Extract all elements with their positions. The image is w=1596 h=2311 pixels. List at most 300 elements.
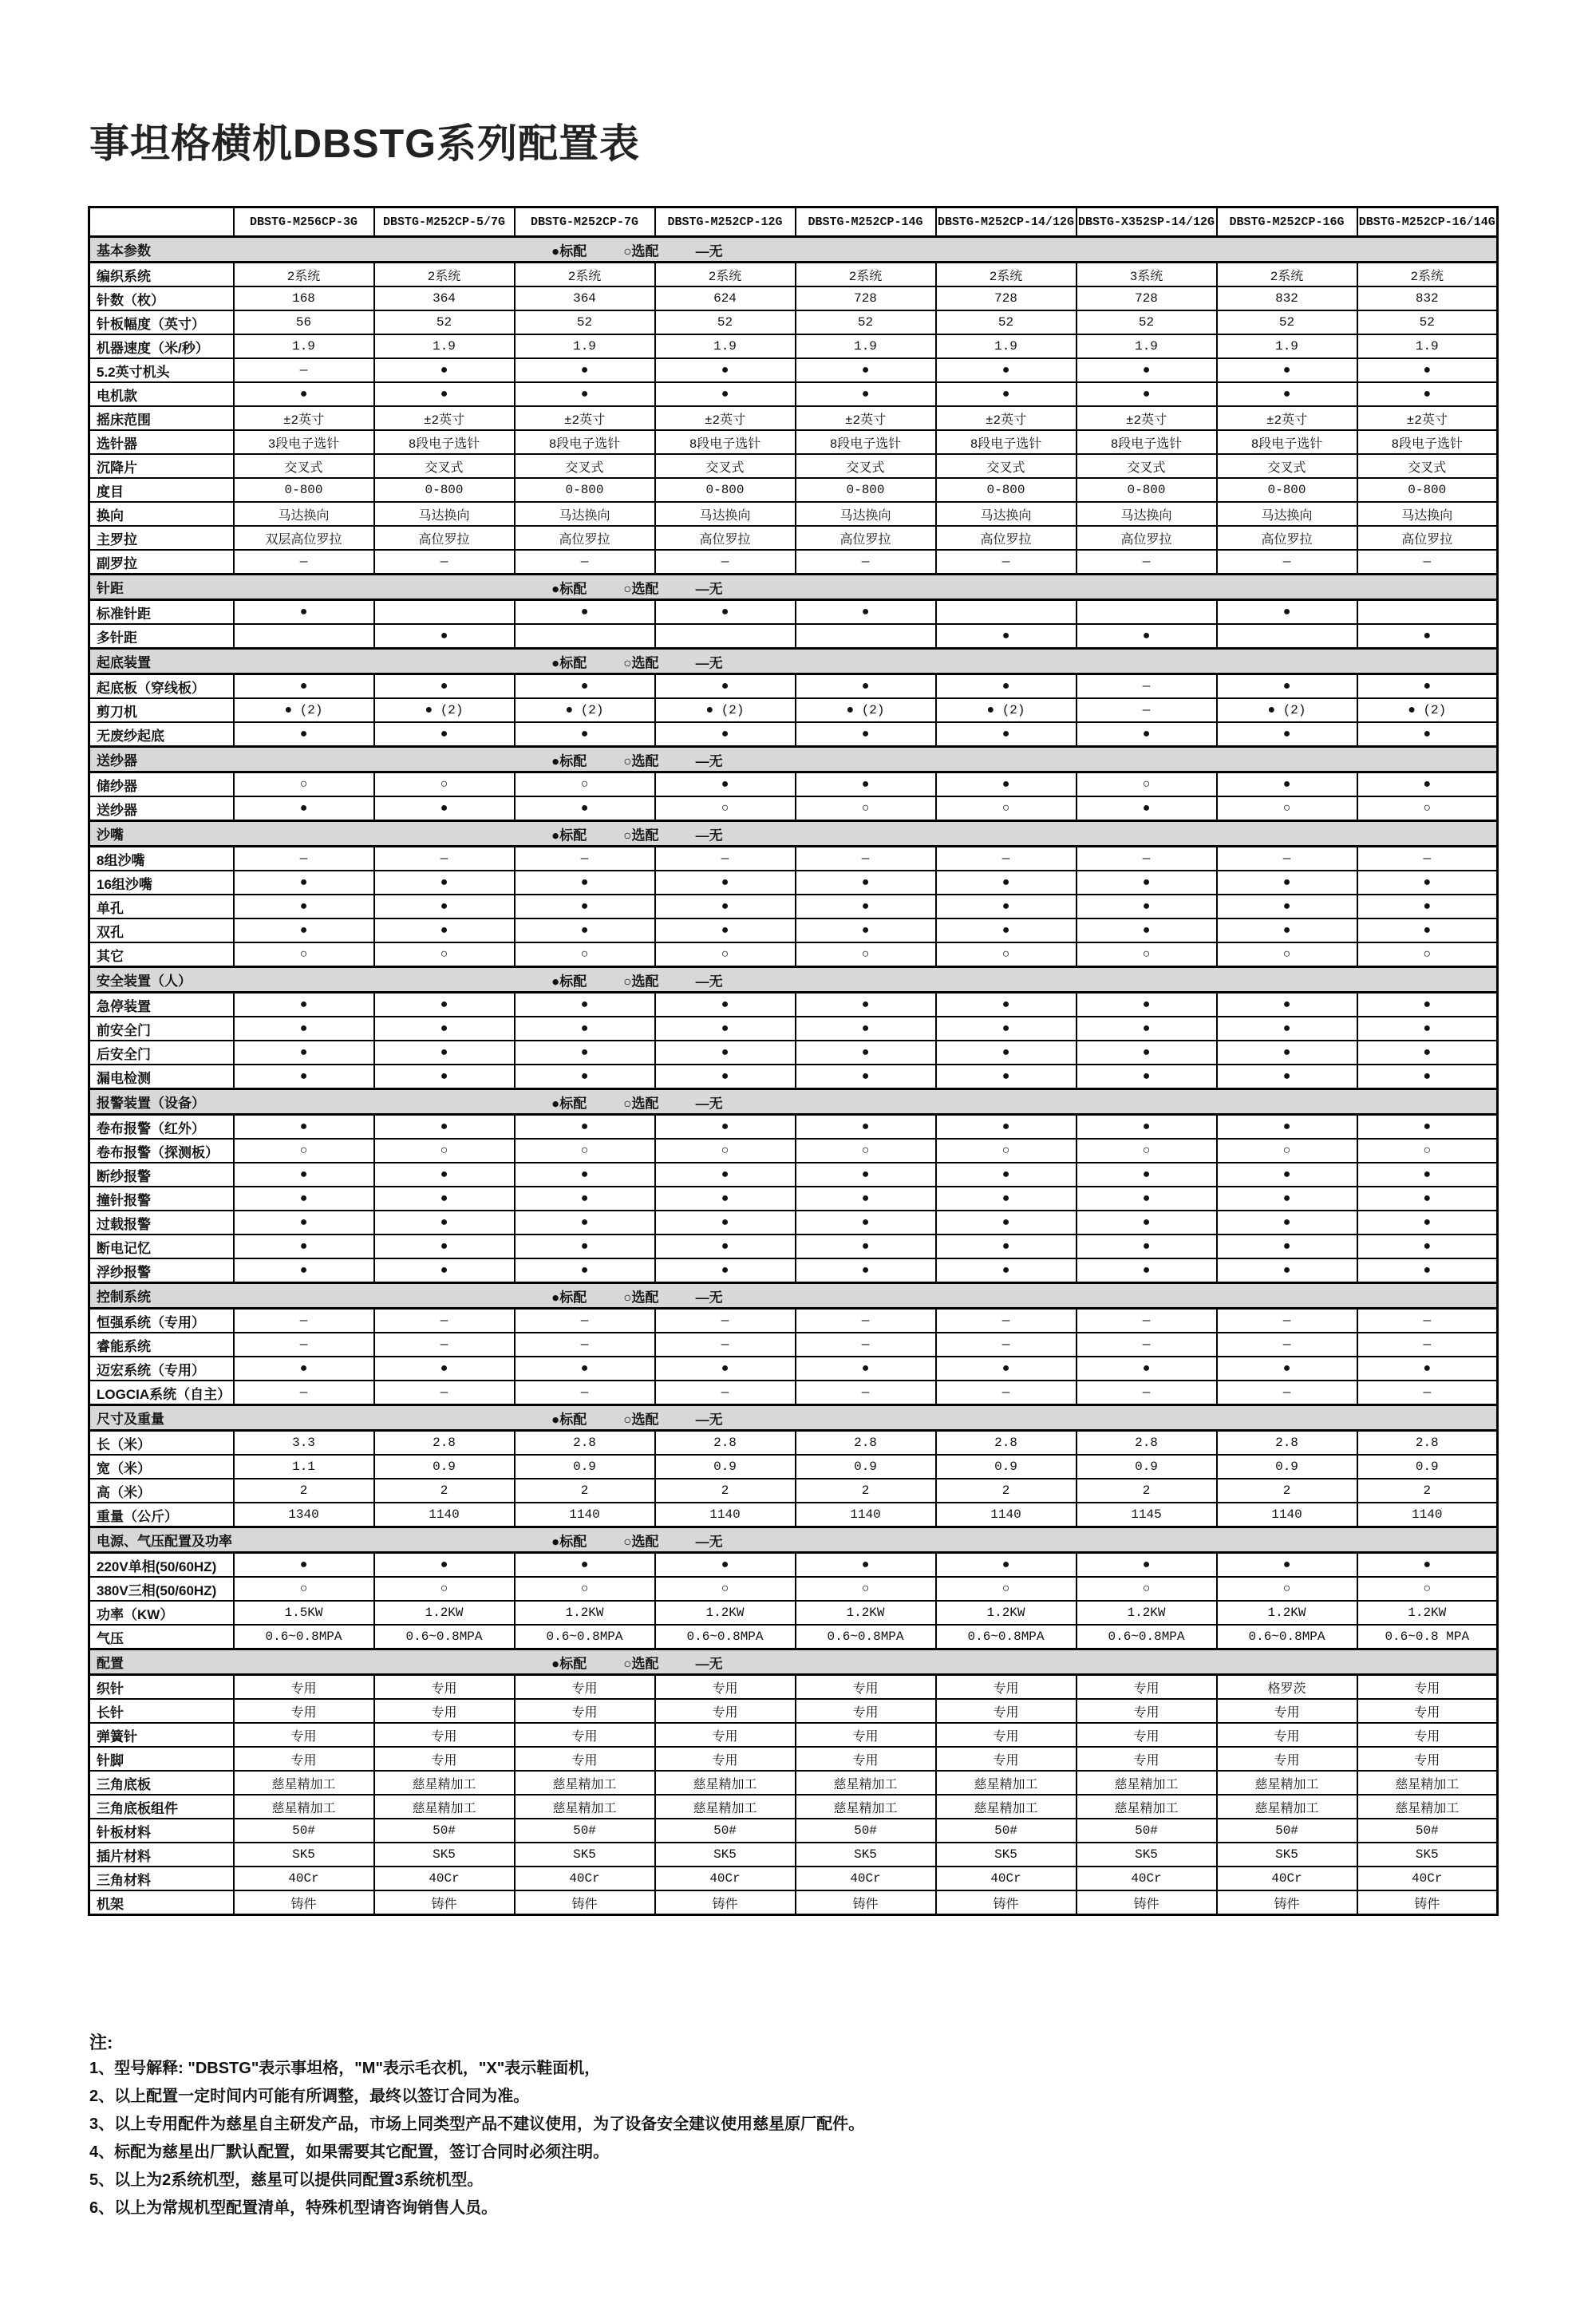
value-cell: ● — [936, 358, 1077, 382]
table-row — [89, 1723, 1498, 1747]
value-cell: ● — [936, 1163, 1077, 1187]
value-cell: SK5 — [936, 1843, 1077, 1867]
value-cell: — — [1077, 1381, 1217, 1405]
value-cell: ● — [234, 600, 374, 625]
row-label: 长（米） — [89, 1431, 234, 1456]
value-cell: ● (2) — [1217, 698, 1357, 722]
table-row — [89, 1357, 1498, 1381]
value-cell: ● — [655, 1553, 796, 1578]
value-cell: — — [655, 1333, 796, 1357]
value-cell: 1.9 — [374, 334, 515, 358]
value-cell: 高位罗拉 — [1077, 526, 1217, 550]
value-cell: 交叉式 — [1217, 454, 1357, 478]
note-item: 3、以上专用配件为慈星自主研发产品，市场上同类型产品不建议使用，为了设备安全建议使用慈星原厂配件。 — [89, 2115, 865, 2133]
value-cell: 3系统 — [1077, 263, 1217, 287]
value-cell: ○ — [515, 942, 655, 967]
legend-standard-key: ●标配 — [551, 828, 587, 843]
value-cell: — — [655, 1309, 796, 1333]
value-cell: — — [1357, 1309, 1498, 1333]
value-cell: 52 — [1357, 310, 1498, 334]
table-row — [89, 600, 1498, 625]
value-cell: ● — [796, 1258, 936, 1283]
value-cell: 50# — [796, 1819, 936, 1843]
value-cell: 专用 — [515, 1747, 655, 1771]
value-cell: ● — [1077, 1357, 1217, 1381]
value-cell: 铸件 — [1357, 1890, 1498, 1915]
value-cell: ● — [1077, 382, 1217, 406]
value-cell: ● — [374, 358, 515, 382]
value-cell: ● — [234, 1065, 374, 1089]
value-cell: ● — [1217, 1115, 1357, 1140]
row-label: 气压 — [89, 1625, 234, 1649]
value-cell: ● — [374, 993, 515, 1017]
value-cell: 交叉式 — [515, 454, 655, 478]
legend-optional-key: ○选配 — [623, 655, 659, 670]
value-cell: ● — [1077, 358, 1217, 382]
legend-standard-key: ●标配 — [551, 1412, 587, 1427]
config-table — [88, 206, 1499, 1916]
value-cell: 832 — [1217, 286, 1357, 310]
value-cell: 慈星精加工 — [515, 1795, 655, 1819]
value-cell: 慈星精加工 — [515, 1771, 655, 1795]
value-cell: ● — [515, 1065, 655, 1089]
value-cell: 2 — [796, 1479, 936, 1503]
value-cell: 2.8 — [515, 1431, 655, 1456]
value-cell: 专用 — [1217, 1723, 1357, 1747]
value-cell: ○ — [1217, 1139, 1357, 1163]
row-label: 卷布报警（探测板） — [89, 1139, 234, 1163]
value-cell: 2系统 — [796, 263, 936, 287]
value-cell: — — [796, 847, 936, 871]
value-cell: ● — [1357, 722, 1498, 747]
value-cell: 1.9 — [1357, 334, 1498, 358]
value-cell: 2 — [1077, 1479, 1217, 1503]
value-cell: 40Cr — [515, 1867, 655, 1890]
value-cell: ● — [515, 358, 655, 382]
value-cell: 40Cr — [1357, 1867, 1498, 1890]
row-label: 漏电检测 — [89, 1065, 234, 1089]
legend-optional-key: ○选配 — [623, 1656, 659, 1671]
value-cell: 40Cr — [374, 1867, 515, 1890]
value-cell: — — [1357, 1381, 1498, 1405]
value-cell: 3.3 — [234, 1431, 374, 1456]
value-cell: SK5 — [1357, 1843, 1498, 1867]
value-cell: 专用 — [936, 1747, 1077, 1771]
value-cell: 慈星精加工 — [374, 1795, 515, 1819]
value-cell: ● — [655, 674, 796, 699]
value-cell: ● — [655, 600, 796, 625]
table-row — [89, 454, 1498, 478]
value-cell — [234, 624, 374, 649]
value-cell: 高位罗拉 — [796, 526, 936, 550]
value-cell: ● (2) — [655, 698, 796, 722]
row-label: 断纱报警 — [89, 1163, 234, 1187]
value-cell: 慈星精加工 — [1357, 1795, 1498, 1819]
value-cell: ● — [234, 1235, 374, 1258]
row-label: 8组沙嘴 — [89, 847, 234, 871]
row-label: 功率（KW） — [89, 1601, 234, 1625]
legend — [551, 824, 723, 843]
value-cell: 1.2KW — [515, 1601, 655, 1625]
value-cell: 40Cr — [1077, 1867, 1217, 1890]
table-row — [89, 1431, 1498, 1456]
legend-optional-key: ○选配 — [623, 828, 659, 843]
table-row — [89, 1065, 1498, 1089]
value-cell: 364 — [374, 286, 515, 310]
value-cell: — — [1357, 847, 1498, 871]
value-cell: ○ — [1077, 1577, 1217, 1601]
section-label: 针距 — [97, 581, 124, 596]
table-header — [89, 207, 1498, 237]
value-cell: — — [1077, 1309, 1217, 1333]
value-cell: ● — [1077, 1065, 1217, 1089]
value-cell: 0.9 — [655, 1455, 796, 1479]
value-cell: — — [234, 847, 374, 871]
legend — [551, 1092, 723, 1112]
value-cell: 1140 — [374, 1503, 515, 1527]
value-cell: ● — [234, 918, 374, 942]
table-row — [89, 674, 1498, 699]
value-cell: 交叉式 — [234, 454, 374, 478]
row-label: 长针 — [89, 1699, 234, 1723]
row-label: 摇床范围 — [89, 406, 234, 430]
value-cell: ● — [234, 993, 374, 1017]
model-header-cell: DBSTG-M252CP-16G — [1217, 207, 1357, 237]
value-cell: ● — [936, 722, 1077, 747]
value-cell: 高位罗拉 — [1217, 526, 1357, 550]
table-row — [89, 1211, 1498, 1235]
value-cell: ● — [234, 1553, 374, 1578]
value-cell: 0.9 — [936, 1455, 1077, 1479]
value-cell: SK5 — [515, 1843, 655, 1867]
value-cell: ● — [655, 772, 796, 797]
value-cell: 高位罗拉 — [655, 526, 796, 550]
table-row — [89, 698, 1498, 722]
value-cell: ±2英寸 — [374, 406, 515, 430]
value-cell: — — [1217, 1309, 1357, 1333]
value-cell: 0.6~0.8MPA — [1217, 1625, 1357, 1649]
value-cell: ● — [936, 624, 1077, 649]
value-cell: ● — [655, 1258, 796, 1283]
value-cell: ○ — [796, 796, 936, 821]
value-cell: 1.2KW — [655, 1601, 796, 1625]
legend — [551, 239, 723, 259]
row-label: 沉降片 — [89, 454, 234, 478]
value-cell: 铸件 — [234, 1890, 374, 1915]
value-cell: ● — [655, 1211, 796, 1235]
value-cell: ±2英寸 — [1357, 406, 1498, 430]
value-cell: — — [1077, 847, 1217, 871]
value-cell: — — [234, 550, 374, 575]
value-cell: — — [1077, 674, 1217, 699]
row-label: 度目 — [89, 478, 234, 502]
row-label: 针脚 — [89, 1747, 234, 1771]
row-label: 副罗拉 — [89, 550, 234, 575]
value-cell: ● — [655, 358, 796, 382]
value-cell — [1077, 600, 1217, 625]
table-row — [89, 918, 1498, 942]
value-cell: ● — [1357, 1357, 1498, 1381]
value-cell: ● — [796, 1235, 936, 1258]
section-row — [89, 821, 1498, 847]
value-cell: 高位罗拉 — [515, 526, 655, 550]
legend — [551, 1408, 723, 1428]
value-cell: ○ — [796, 1139, 936, 1163]
value-cell: 专用 — [796, 1747, 936, 1771]
legend-none-key: —无 — [695, 243, 723, 259]
value-cell: ● — [374, 722, 515, 747]
value-cell: 慈星精加工 — [655, 1771, 796, 1795]
value-cell: ○ — [515, 1577, 655, 1601]
row-label: 迈宏系统（专用） — [89, 1357, 234, 1381]
value-cell: ● — [1077, 1235, 1217, 1258]
value-cell: — — [374, 1381, 515, 1405]
value-cell: 0.9 — [1217, 1455, 1357, 1479]
value-cell — [655, 624, 796, 649]
value-cell: ● — [515, 918, 655, 942]
value-cell: ● — [1217, 993, 1357, 1017]
value-cell: ● — [655, 918, 796, 942]
value-cell: 1140 — [1357, 1503, 1498, 1527]
value-cell: 专用 — [515, 1675, 655, 1700]
value-cell: — — [374, 1333, 515, 1357]
row-label: 后安全门 — [89, 1041, 234, 1065]
value-cell — [374, 600, 515, 625]
value-cell: ● — [374, 382, 515, 406]
value-cell: ● — [1217, 1163, 1357, 1187]
value-cell: 0.6~0.8MPA — [374, 1625, 515, 1649]
value-cell: 1145 — [1077, 1503, 1217, 1527]
legend-standard-key: ●标配 — [551, 581, 587, 596]
value-cell: 专用 — [1357, 1723, 1498, 1747]
value-cell: ● — [1217, 1235, 1357, 1258]
section-label: 基本参数 — [97, 243, 151, 259]
table-body — [89, 237, 1498, 1915]
notes-list — [89, 2055, 864, 2222]
section-row — [89, 575, 1498, 600]
legend-optional-key: ○选配 — [623, 1534, 659, 1549]
value-cell: 慈星精加工 — [655, 1795, 796, 1819]
value-cell: 0.6~0.8MPA — [655, 1625, 796, 1649]
value-cell: 0.6~0.8MPA — [234, 1625, 374, 1649]
value-cell: ● — [234, 1211, 374, 1235]
value-cell: 1.9 — [515, 334, 655, 358]
value-cell: 2系统 — [936, 263, 1077, 287]
value-cell: ● — [1357, 772, 1498, 797]
value-cell: ● — [796, 1211, 936, 1235]
row-label: 380V三相(50/60HZ) — [89, 1577, 234, 1601]
value-cell: 慈星精加工 — [796, 1795, 936, 1819]
value-cell: 马达换向 — [1357, 502, 1498, 526]
value-cell: 马达换向 — [234, 502, 374, 526]
value-cell: 专用 — [234, 1699, 374, 1723]
value-cell: ● — [936, 1235, 1077, 1258]
value-cell: 慈星精加工 — [234, 1771, 374, 1795]
value-cell: ○ — [655, 1577, 796, 1601]
value-cell: — — [515, 847, 655, 871]
value-cell: — — [234, 1381, 374, 1405]
value-cell: ○ — [1357, 796, 1498, 821]
table-row — [89, 1139, 1498, 1163]
value-cell: 双层高位罗拉 — [234, 526, 374, 550]
value-cell: 专用 — [796, 1699, 936, 1723]
value-cell: — — [374, 847, 515, 871]
value-cell: — — [1077, 698, 1217, 722]
value-cell: 专用 — [374, 1699, 515, 1723]
value-cell: ● — [655, 1115, 796, 1140]
value-cell: ● — [515, 895, 655, 918]
row-label: 送纱器 — [89, 796, 234, 821]
value-cell: 马达换向 — [655, 502, 796, 526]
value-cell: 专用 — [1077, 1699, 1217, 1723]
value-cell: ● — [1217, 918, 1357, 942]
value-cell: ● — [796, 358, 936, 382]
value-cell: 慈星精加工 — [1217, 1771, 1357, 1795]
value-cell: ● — [1077, 1041, 1217, 1065]
value-cell: 8段电子选针 — [515, 430, 655, 454]
value-cell: 0-800 — [936, 478, 1077, 502]
value-cell: ● — [1357, 1553, 1498, 1578]
value-cell: 1.9 — [936, 334, 1077, 358]
value-cell: ● — [1217, 1211, 1357, 1235]
value-cell: ±2英寸 — [936, 406, 1077, 430]
value-cell: ● — [515, 1017, 655, 1041]
value-cell: 2系统 — [655, 263, 796, 287]
row-label: 5.2英寸机头 — [89, 358, 234, 382]
value-cell: ● (2) — [515, 698, 655, 722]
value-cell: 56 — [234, 310, 374, 334]
value-cell: ±2英寸 — [234, 406, 374, 430]
value-cell: SK5 — [655, 1843, 796, 1867]
value-cell: 铸件 — [374, 1890, 515, 1915]
value-cell: ● — [936, 1211, 1077, 1235]
value-cell: ● — [234, 1357, 374, 1381]
table-row — [89, 310, 1498, 334]
note-item: 6、以上为常规机型配置清单，特殊机型请咨询销售人员。 — [89, 2199, 498, 2217]
value-cell: ● — [515, 1235, 655, 1258]
table-row — [89, 1867, 1498, 1890]
legend-optional-key: ○选配 — [623, 753, 659, 768]
value-cell: ● — [374, 1017, 515, 1041]
value-cell: 8段电子选针 — [796, 430, 936, 454]
section-label: 控制系统 — [97, 1290, 151, 1305]
value-cell: ● — [796, 722, 936, 747]
section-row — [89, 237, 1498, 263]
legend — [551, 1652, 723, 1672]
value-cell: 格罗茨 — [1217, 1675, 1357, 1700]
section-label: 起底装置 — [97, 655, 151, 670]
value-cell: — — [1357, 1333, 1498, 1357]
section-label: 配置 — [97, 1656, 124, 1671]
legend-none-key: —无 — [695, 974, 723, 989]
table-row — [89, 1890, 1498, 1915]
value-cell: 马达换向 — [936, 502, 1077, 526]
value-cell: ● — [374, 895, 515, 918]
value-cell: 2 — [374, 1479, 515, 1503]
value-cell: 专用 — [374, 1723, 515, 1747]
value-cell: ● — [796, 1187, 936, 1211]
value-cell: — — [515, 550, 655, 575]
value-cell: 1140 — [1217, 1503, 1357, 1527]
value-cell — [936, 600, 1077, 625]
value-cell: 1.2KW — [1077, 1601, 1217, 1625]
value-cell: 2.8 — [936, 1431, 1077, 1456]
value-cell: 2.8 — [374, 1431, 515, 1456]
value-cell: 2.8 — [796, 1431, 936, 1456]
value-cell: ● — [1217, 358, 1357, 382]
value-cell: 1.2KW — [936, 1601, 1077, 1625]
row-label: 针板幅度（英寸） — [89, 310, 234, 334]
value-cell: 1.2KW — [374, 1601, 515, 1625]
value-cell: ○ — [374, 1139, 515, 1163]
value-cell: 0-800 — [1357, 478, 1498, 502]
table-row — [89, 1843, 1498, 1867]
value-cell: 1140 — [936, 1503, 1077, 1527]
legend-optional-key: ○选配 — [623, 1096, 659, 1111]
value-cell: ○ — [936, 1139, 1077, 1163]
value-cell: ● — [655, 993, 796, 1017]
table-row — [89, 847, 1498, 871]
value-cell: 3段电子选针 — [234, 430, 374, 454]
table-row — [89, 1819, 1498, 1843]
value-cell: ● — [1357, 1041, 1498, 1065]
value-cell: ● — [1357, 1258, 1498, 1283]
value-cell: ● — [936, 674, 1077, 699]
value-cell: ±2英寸 — [1217, 406, 1357, 430]
model-header-cell: DBSTG-M252CP-5/7G — [374, 207, 515, 237]
value-cell: 马达换向 — [1217, 502, 1357, 526]
table-row — [89, 286, 1498, 310]
value-cell: 0-800 — [515, 478, 655, 502]
section-row — [89, 1649, 1498, 1675]
value-cell: 8段电子选针 — [374, 430, 515, 454]
value-cell: 50# — [515, 1819, 655, 1843]
value-cell: — — [1357, 550, 1498, 575]
value-cell: ● — [796, 1115, 936, 1140]
value-cell: ● — [1077, 895, 1217, 918]
page-title: 事坦格横机DBSTG系列配置表 — [89, 121, 640, 166]
value-cell: 2.8 — [655, 1431, 796, 1456]
value-cell: ● — [796, 918, 936, 942]
table-row — [89, 772, 1498, 797]
value-cell: ● — [515, 993, 655, 1017]
value-cell: 专用 — [1077, 1747, 1217, 1771]
value-cell — [1217, 624, 1357, 649]
legend — [551, 1286, 723, 1306]
value-cell: ● — [936, 918, 1077, 942]
value-cell: ● — [1217, 382, 1357, 406]
section-row — [89, 747, 1498, 772]
section-row — [89, 1283, 1498, 1309]
value-cell: 52 — [1217, 310, 1357, 334]
model-header-cell: DBSTG-M252CP-12G — [655, 207, 796, 237]
value-cell: ○ — [1077, 942, 1217, 967]
value-cell: 2 — [1217, 1479, 1357, 1503]
value-cell — [515, 624, 655, 649]
value-cell: — — [515, 1333, 655, 1357]
table-row — [89, 1771, 1498, 1795]
value-cell: ● — [515, 871, 655, 895]
value-cell: 慈星精加工 — [374, 1771, 515, 1795]
value-cell: 马达换向 — [515, 502, 655, 526]
value-cell: 2.8 — [1217, 1431, 1357, 1456]
value-cell: 慈星精加工 — [1217, 1795, 1357, 1819]
value-cell: — — [936, 1309, 1077, 1333]
value-cell: ● — [655, 1235, 796, 1258]
table-row — [89, 942, 1498, 967]
row-label: 断电记忆 — [89, 1235, 234, 1258]
table-row — [89, 406, 1498, 430]
